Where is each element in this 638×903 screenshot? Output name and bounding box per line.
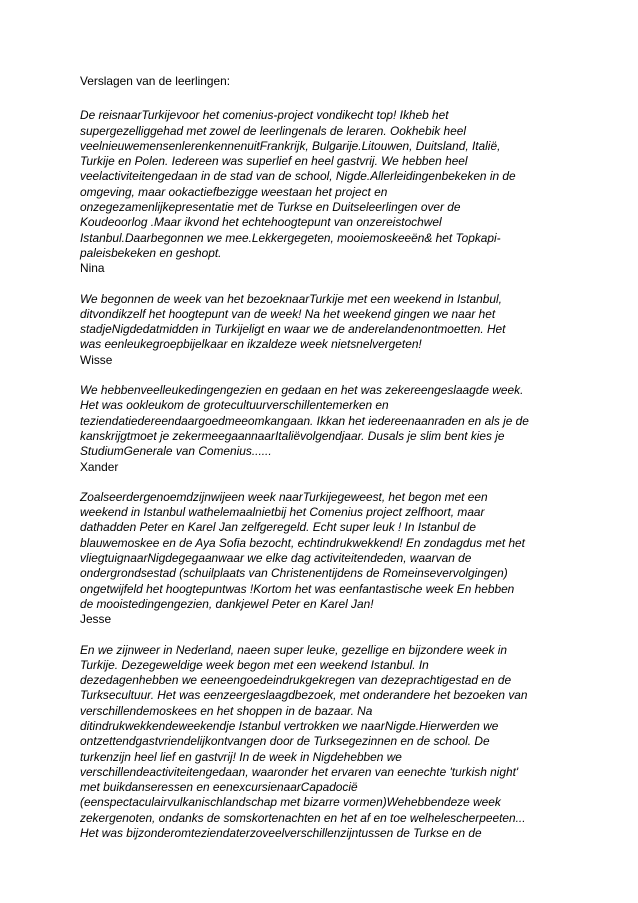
report-line: (eenspectaculairvulkanischlandschap met bizarre vormen)Wehebbendeze week [80, 795, 501, 810]
report-line: StudiumGenerale van Comenius...... [80, 444, 272, 459]
report-line: met buikdanseressen en eenexcursienaarCapadocië [80, 780, 358, 795]
report-line: turkenzijn heel lief en gastvrij! In de week in Nigdehebben we [80, 749, 402, 764]
report-line: ondergrondsestad (schuilplaats van Christenentijdens de Romeinsevervolgingen) [80, 566, 508, 581]
page-heading: Verslagen van de leerlingen: [80, 74, 231, 88]
report-line: dezedagenhebben we eeneengoedeindrukgekregen van dezeprachtigestad en de [80, 673, 512, 688]
report-line: blauwemoskee en de Aya Sofia bezocht, echtindrukwekkend! En zondagdus met het [80, 535, 525, 550]
report-line: vliegtuignaarNigdegegaanwaar we elke dag activiteitendeden, waarvan de [80, 551, 472, 566]
report-line: ditindrukwekkendeweekendje Istanbul vertrokken we naarNigde.Hierwerden we [80, 718, 499, 733]
student-report [80, 108, 580, 276]
report-line: teziendatiedereendaargoedmeeomkangaan. Ikkan het iedereenaanraden en als je de [80, 413, 529, 428]
report-line: verschillendeactiviteitengedaan, waaronder het ervaren van eenechte 'turkish night' [80, 764, 519, 779]
report-line: ontzettendgastvriendelijkontvangen door de Turksegezinnen en de school. De [80, 734, 490, 749]
report-line: zekergenoten, ondanks de somskortenachten en het af en toe welhelescherpeeten... [80, 810, 526, 825]
report-line: De reisnaarTurkijevoor het comenius-project vondikecht top! Ikheb het [80, 108, 449, 123]
report-line: We hebbenveelleukedingengezien en gedaan en het was zekereengeslaagde week. [80, 383, 524, 398]
report-text [80, 108, 580, 261]
report-line: kanskrijgtmoet je zekermeegaannaarItaliëvolgendjaar. Dusals je slim bent kies je [80, 428, 505, 443]
report-author: Xander [80, 459, 119, 474]
report-line: Het was ookleukom de grotecultuurverschillentemerken en [80, 398, 389, 413]
report-line: ditvondikzelf het hoogtepunt van de week! Na het weekend gingen we naar het [80, 306, 496, 321]
student-report [80, 292, 580, 368]
reports-list [80, 108, 580, 841]
report-line: dathadden Peter en Karel Jan zelfgeregeld. Echt super leuk ! In Istanbul de [80, 520, 476, 535]
report-line: Turkije. Dezegeweldige week begon met een weekend Istanbul. In [80, 657, 429, 672]
report-line: paleisbekeken en geshopt. [80, 245, 222, 260]
report-text [80, 292, 580, 353]
report-line: stadjeNigdedatmidden in Turkijeligt en waar we de anderelandenontmoetten. Het [80, 322, 506, 337]
report-line: weekend in Istanbul wathelemaalnietbij het Comenius project zelfhoort, maar [80, 505, 485, 520]
report-line: veelactiviteitengedaan in de stad van de school, Nigde.Allerleidingenbekeken in de [80, 169, 516, 184]
student-report [80, 490, 580, 628]
report-text [80, 643, 580, 842]
report-line: Istanbul.Daarbegonnen we mee.Lekkergegeten, mooiemoskeeën& het Topkapi- [80, 230, 501, 245]
report-line: verschillendemoskees en het shoppen in de bazaar. Na [80, 703, 373, 718]
report-author: Nina [80, 261, 105, 276]
report-line: Koudeoorlog .Maar ikvond het echtehoogtepunt van onzereistochwel [80, 215, 442, 230]
report-line: de mooistedingengezien, dankjewel Peter en Karel Jan! [80, 596, 374, 611]
report-line: supergezelliggehad met zowel de leerlingenals de leraren. Ookhebik heel [80, 123, 467, 138]
report-line: onzegezamenlijkepresentatie met de Turkse en Duitseleerlingen over de [80, 200, 461, 215]
report-text [80, 383, 580, 459]
report-line: was eenleukegroepbijelkaar en ikzaldeze week nietsnelvergeten! [80, 337, 422, 352]
document-body [80, 74, 580, 856]
report-line: veelnieuwemensenlerenkennenuitFrankrijk, Bulgarije.Litouwen, Duitsland, Italië, [80, 138, 501, 153]
report-author: Jesse [80, 612, 112, 627]
report-line: En we zijnweer in Nederland, naeen super leuke, gezellige en bijzondere week in [80, 642, 508, 657]
report-line: ongetwijfeld het hoogtepuntwas !Kortom het was eenfantastische week En hebben [80, 581, 515, 596]
report-line: Het was bijzonderomteziendaterzoveelverschillenzijntussen de Turkse en de [80, 826, 482, 841]
report-author: Wisse [80, 352, 113, 367]
report-line: Turksecultuur. Het was eenzeergeslaagdbezoek, met onderandere het bezoeken van [80, 688, 528, 703]
report-line: Turkije en Polen. Iedereen was superlief en heel gastvrij. We hebben heel [80, 154, 468, 169]
report-line: We begonnen de week van het bezoeknaarTurkije met een weekend in Istanbul, [80, 291, 502, 306]
student-report [80, 383, 580, 475]
report-line: Zoalseerdergenoemdzijnwijeen week naarTurkijegeweest, het begon met een [80, 489, 488, 504]
student-report [80, 643, 580, 842]
report-text [80, 490, 580, 612]
report-line: omgeving, maar ookactiefbezigge weestaan het project en [80, 184, 388, 199]
